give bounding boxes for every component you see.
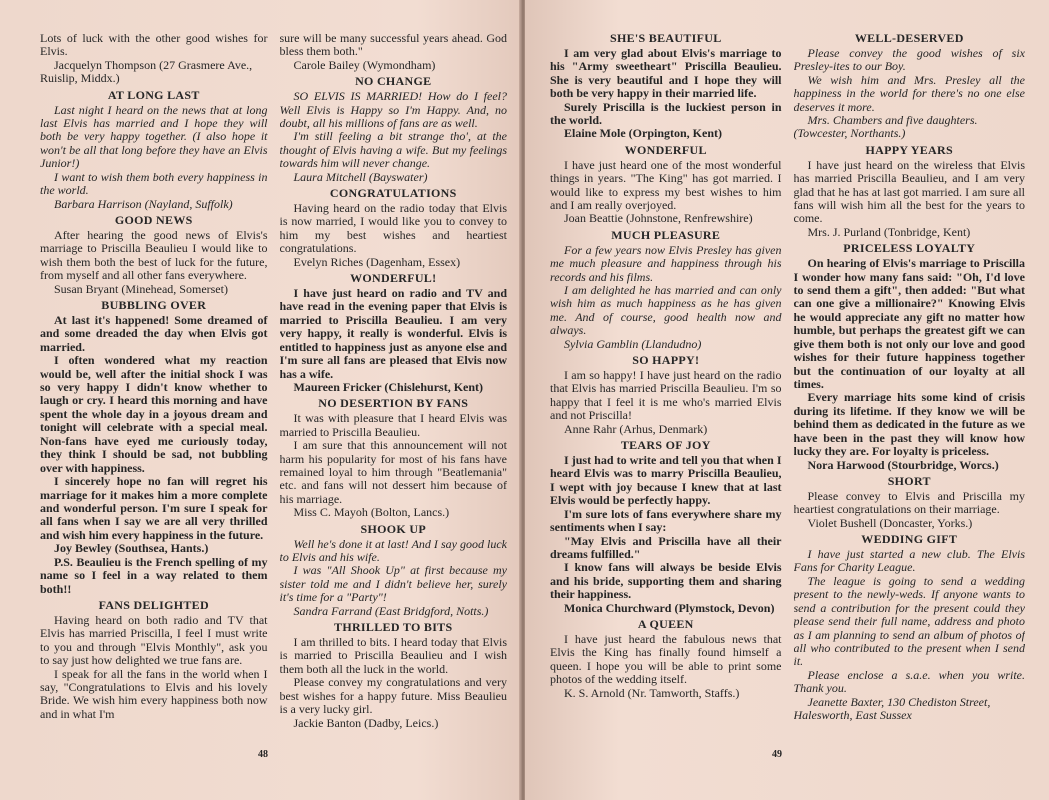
letter-paragraph: At last it's happened! Some dreamed of and some dreaded the day when Elvis got married. [40,312,268,354]
letter [280,272,508,394]
right-page-column-2 [794,32,1026,767]
letter-heading: THRILLED TO BITS [334,620,453,635]
letter [280,523,508,618]
letter-paragraph: Well he's done it at last! And I say good luck to Elvis and his wife. [279,536,507,564]
letter-signature: Miss C. Mayoh (Bolton, Lancs.) [293,505,450,520]
letter [794,475,1026,530]
letter-paragraph: I know fans will always be beside Elvis and his bride, supporting them and sharing their happiness. [550,560,782,602]
letter-signature: Laura Mitchell (Bayswater) [293,169,428,184]
letter-paragraph: I have just heard on the wireless that Elvis has married Priscilla Beaulieu, and I am very glad that he has at last got married. I am sure all fans will wish him all the best for the years to come. [793,157,1025,226]
letter-paragraph: Please convey my congratulations and very best wishes for a happy future. Miss Beaulieu is a very lucky girl. [279,675,507,717]
left-page-column-1 [40,32,268,767]
letter [550,354,782,436]
letter-heading: WEDDING GIFT [861,532,958,547]
letter-paragraph: I speak for all the fans in the world when I say, "Congratulations to Elvis and his lovely Bride. We wish him every happiness both now and in what I'm [40,666,268,721]
letter-paragraph: Please convey to Elvis and Priscilla my heartiest congratulations on their marriage. [793,488,1025,517]
letter-signature: Joy Bewley (Southsea, Hants.) [54,541,209,556]
letter-signature: Jeanette Baxter, 130 Chediston Street, Halesworth, East Sussex [793,694,991,723]
letter-heading: HAPPY YEARS [865,142,953,157]
letter [794,144,1026,239]
letter-heading: NO CHANGE [355,74,432,89]
letter-paragraph: For a few years now Elvis Presley has given me much pleasure and happiness through his records and his films. [550,242,782,284]
letter [40,214,268,296]
letter-paragraph: I often wondered what my reaction would be, well after the initial shock I was so very happy I didn't know whether to laugh or cry. I heard this morning and have spent the whole day in a joyous dream and tonight will celebrate with a special meal. Non-fans have eyed me curiously today, they think I should be sad, not bubbling over with happiness. [40,353,268,475]
letter-paragraph: It was with pleasure that I heard Elvis was married to Priscilla Beaulieu. [279,411,507,439]
letter [550,229,782,351]
letter [550,32,782,141]
letter-heading: MUCH PLEASURE [611,227,721,242]
letter-heading: SHE'S BEAUTIFUL [609,32,722,45]
letter [280,397,508,519]
letter [40,299,268,596]
letter-signature: Nora Harwood (Stourbridge, Worcs.) [807,457,999,472]
letter [40,89,268,211]
letter-heading: FANS DELIGHTED [98,598,209,613]
letter-signature: Jackie Banton (Dadby, Leics.) [293,715,439,730]
letter-paragraph: I'm sure lots of fans everywhere share my sentiments when I say: [550,506,782,535]
letter-paragraph: I was "All Shook Up" at first because my sister told me and I didn't believe her, surely it's time for a "Party"! [279,563,507,605]
letter [40,599,268,721]
letter-paragraph: I sincerely hope no fan will regret his marriage for it makes him a more complete and wonderful person. I'm sure I speak for all fans when I say we are all very thrilled and wish him every happiness in the future. [40,474,268,542]
letter-signature: Joan Beattie (Johnstone, Renfrewshire) [564,211,753,226]
letter [794,32,1026,141]
letter-heading: A QUEEN [637,617,694,632]
page-number-right: 49 [772,749,782,760]
letter-paragraph: Lots of luck with the other good wishes for Elvis. [40,32,268,59]
letter-heading: BUBBLING OVER [101,298,207,313]
letter [550,618,782,700]
letter-paragraph: Surely Priscilla is the luckiest person in the world. [550,99,782,127]
letter-paragraph: I am delighted he has married and can only wish him as much happiness as he has given me. And of course, good health now and always. [550,282,782,338]
letter [550,439,782,615]
letter [794,533,1026,722]
letter-signature: Maureen Fricker (Chislehurst, Kent) [293,380,484,395]
letter-heading: TEARS OF JOY [620,438,711,453]
letter-paragraph: On hearing of Elvis's marriage to Priscilla I wonder how many fans said: "Oh, I'd love to send them a gift", then added: "But what can one give a millionaire?" Knowing Elvis he would appreciate any gift no matter how humble, but perhaps the greatest gift we can give them both is not only our love and good wishes for their future happiness together but the continuation of our loyalty at all times. [793,256,1025,392]
letter [40,32,268,86]
letter [280,32,508,72]
letter-paragraph: I am thrilled to bits. I heard today that Elvis is married to Priscilla Beaulieu and I wish them both all the luck in the world. [279,634,507,676]
letter-signature: Elaine Mole (Orpington, Kent) [564,126,722,141]
letter-heading: PRICELESS LOYALTY [843,241,976,256]
letter-paragraph: We wish him and Mrs. Presley all the happiness in the world for there's no one else deserves it more. [793,72,1025,114]
letter-paragraph: Please convey the good wishes of six Presley-ites to our Boy. [793,45,1025,74]
letter-signature: Carole Bailey (Wymondham) [293,57,436,72]
letter-heading: WONDERFUL! [350,271,437,286]
page-number-left: 48 [258,749,268,760]
letter-heading: WONDERFUL [624,142,707,157]
letter-paragraph: I have just heard one of the most wonderful things in years. "The King" has got married. I would like to express my best wishes to him and I am really overjoyed. [550,157,782,212]
letter-heading: WELL-DESERVED [854,32,964,45]
letter-paragraph: I am very glad about Elvis's marriage to his "Army sweetheart" Priscilla Beaulieu. She is very beautiful and I hope they will both be very happy in their married life. [550,45,782,101]
letter-heading: SHORT [887,474,931,489]
letter-paragraph: Having heard on both radio and TV that Elvis has married Priscilla, I feel I must write to you and through "Elvis Monthly", ask you to say just how delighted we true fans are. [40,612,268,668]
left-page [0,0,521,800]
letter-signature: Sylvia Gamblin (Llandudno) [564,336,702,351]
letter-signature: Mrs. Chambers and five daughters. (Towcester, Northants.) [793,112,978,141]
letter-paragraph: I am sure that this announcement will not harm his popularity for most of his fans have remained loyal to him through "Beatlemania" etc. and fans will not dessert him because of his marriage. [279,438,507,506]
letter-signature: K. S. Arnold (Nr. Tamworth, Staffs.) [564,685,740,700]
letter [280,75,508,184]
letter-paragraph: "May Elvis and Priscilla have all their dreams fulfilled." [550,533,782,561]
letter-signature: Barbara Harrison (Nayland, Suffolk) [54,196,233,211]
letter-signature: Anne Rahr (Arhus, Denmark) [564,421,708,436]
letter-paragraph: P.S. Beaulieu is the French spelling of my name so I feel in a way related to them both!! [40,554,268,596]
letter-heading: SO HAPPY! [632,353,700,368]
letter-paragraph: I have just heard the fabulous news that Elvis the King has finally found himself a queen. I hope you will be able to print some photos of the wedding itself. [550,631,782,687]
right-page [525,0,1049,800]
letter [280,187,508,269]
letter-heading: AT LONG LAST [107,87,200,102]
letter-paragraph: Last night I heard on the news that at long last Elvis has married and I hope they will both be very happy together. (I also hope it won't be all that long before they have an Elvis Junior!) [40,102,268,171]
letter-signature: Evelyn Riches (Dagenham, Essex) [293,254,461,269]
letter-paragraph: The league is going to send a wedding present to the newly-weds. If anyone wants to send a contribution for the present could they please send their full name, address and photo as I am planning to send an album of photos of all who contributed to the present when I send it. [793,573,1025,669]
letter-paragraph: Please enclose a s.a.e. when you write. Thank you. [793,667,1025,696]
letter-paragraph: Having heard on the radio today that Elvis is now married, I would like you to convey to him my best wishes and heartiest congratulations. [279,200,507,256]
letter-heading: CONGRATULATIONS [329,186,457,201]
letter-paragraph: I just had to write and tell you that when I heard Elvis was to marry Priscilla Beaulieu, I wept with joy because I knew that at last Elvis would be perfectly happy. [550,452,782,508]
letter [550,144,782,226]
letter [280,621,508,730]
letter [794,242,1026,472]
letter-heading: SHOOK UP [360,521,426,536]
letter-signature: Monica Churchward (Plymstock, Devon) [564,600,775,615]
letter-paragraph: SO ELVIS IS MARRIED! How do I feel? Well Elvis is Happy so I'm Happy. And, no doubt, all his millions of fans are as well. [279,89,507,130]
letter-heading: NO DESERTION BY FANS [318,396,469,411]
letter-paragraph: After hearing the good news of Elvis's marriage to Priscilla Beaulieu I would like to wish them both the best of luck for the future, from myself and all other fans everywhere. [40,227,268,283]
letter-signature: Jacquelyn Thompson (27 Grasmere Ave., Ruislip, Middx.) [40,57,253,86]
letter-signature: Violet Bushell (Doncaster, Yorks.) [807,515,973,530]
right-page-column-1 [550,32,782,767]
letter-heading: GOOD NEWS [114,213,193,228]
letter-paragraph: I want to wish them both every happiness in the world. [40,169,268,198]
letter-paragraph: I am so happy! I have just heard on the radio that Elvis has married Priscilla Beaulieu. I'm so happy that I feel it is me who's married Elvis and not Priscilla! [550,367,782,423]
left-page-column-2 [280,32,508,767]
letter-signature: Susan Bryant (Minehead, Somerset) [54,281,228,296]
letter-paragraph: Every marriage hits some kind of crisis during its lifetime. If they know we will be behind them as dedicated in the future as we have been in the past they will know how lucky they are. For loyalty is priceless. [793,390,1025,459]
letter-paragraph: sure will be many successful years ahead. God bless them both." [279,32,507,59]
letter-signature: Sandra Farrand (East Bridgford, Notts.) [293,603,489,618]
letter-paragraph: I have just heard on radio and TV and have read in the evening paper that Elvis is married to Priscilla Beaulieu. I am very very happy, it really is wonderful. Elvis is entitled to happiness just as anyone else and I'm sure all fans are pleased that Elvis now has a wife. [279,285,507,381]
letter-paragraph: I have just started a new club. The Elvis Fans for Charity League. [793,546,1025,575]
letter-paragraph: I'm still feeling a bit strange tho', at the thought of Elvis having a wife. But my feelings towards him will never change. [279,129,507,171]
letter-signature: Mrs. J. Purland (Tonbridge, Kent) [807,224,971,239]
